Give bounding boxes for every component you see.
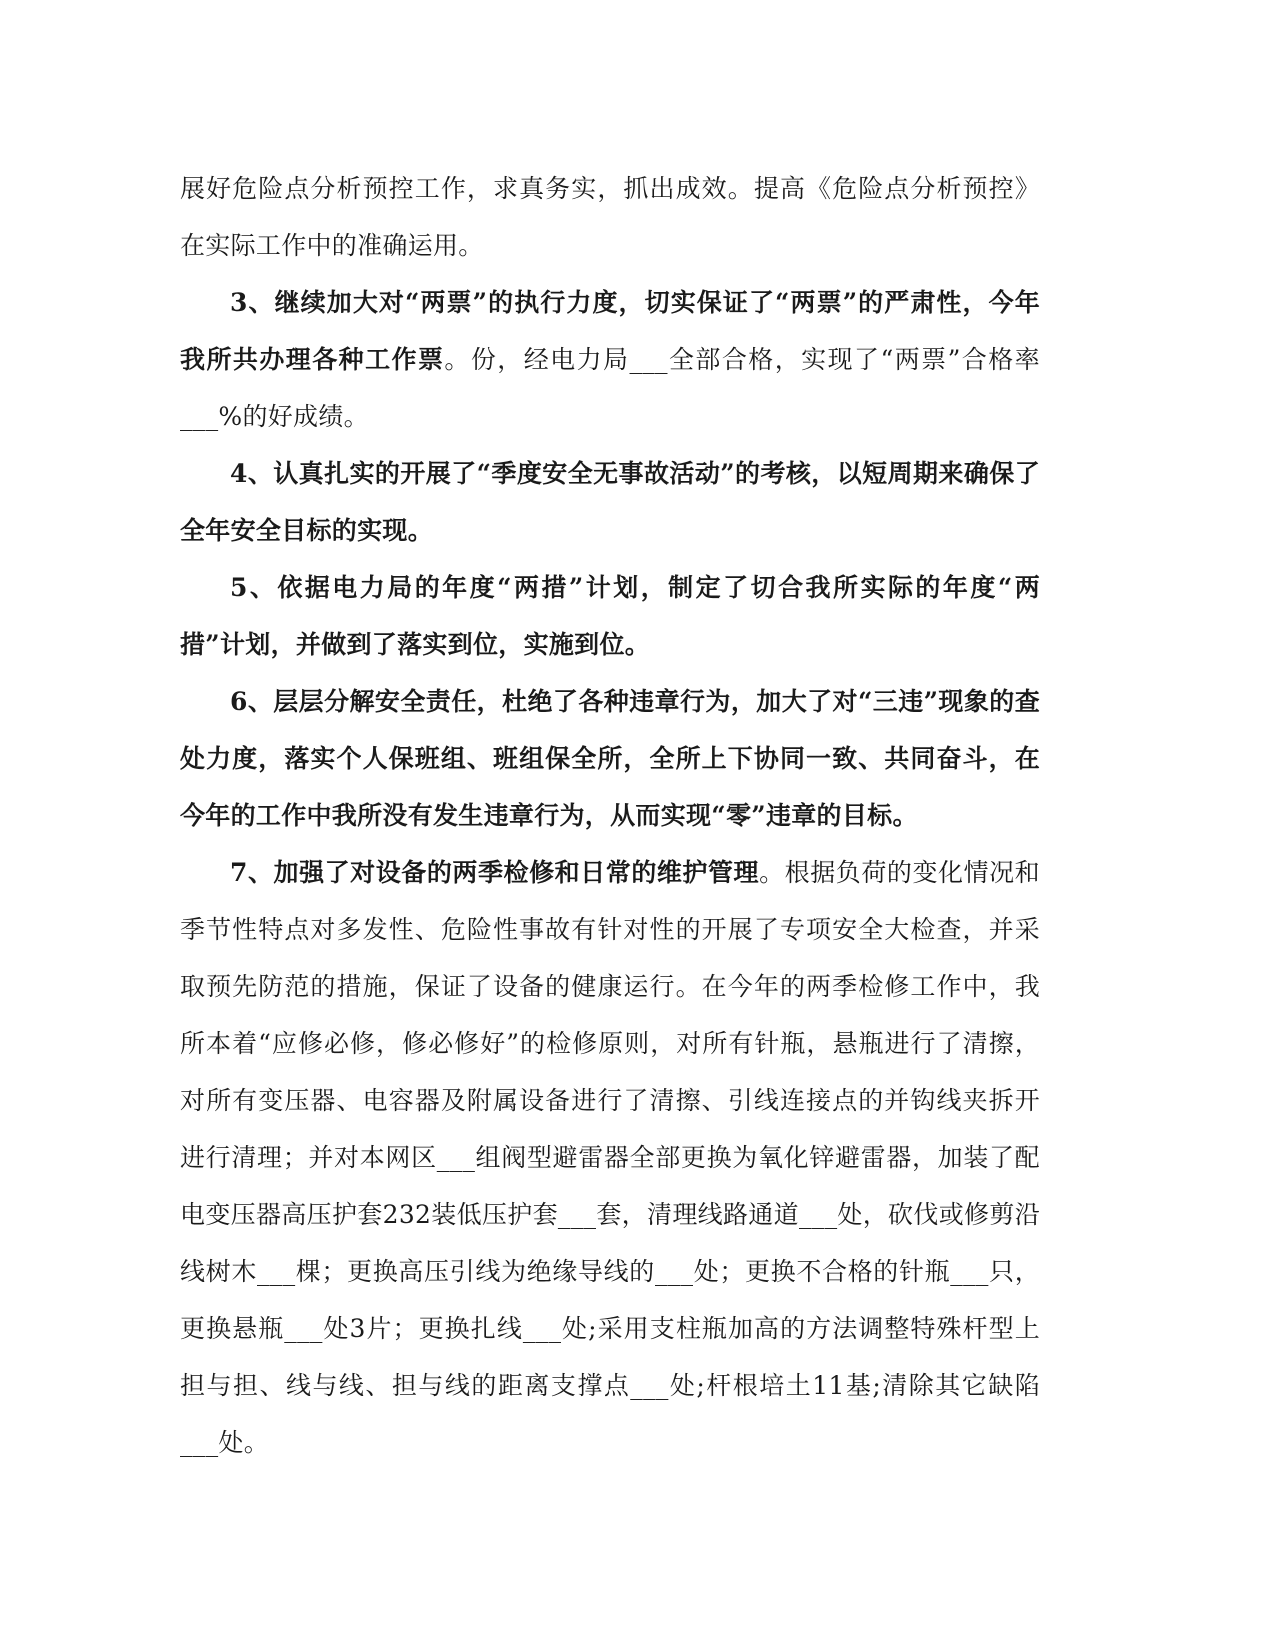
paragraph-item-5 [180, 559, 1040, 673]
paragraph-item-4 [180, 445, 1040, 559]
paragraph-item-3-bold: 3、继续加大对“两票”的执行力度，切实保证了“两票”的严肃性，今年我所共办理各种工作票 [180, 288, 1040, 374]
paragraph-item-7-text: 。根据负荷的变化情况和季节性特点对多发性、危险性事故有针对性的开展了专项安全大检查，并采取预先防范的措施，保证了设备的健康运行。在今年的两季检修工作中，我所本着“应修必修，修必修好”的检修原则，对所有针瓶，悬瓶进行了清擦，对所有变压器、电容器及附属设备进行了清擦、引线连接点的并钩线夹拆开进行清理；并对本网区___组阀型避雷器全部更换为氧化锌避雷器，加装了配电变压器高压护套232装低压护套___套，清理线路通道___处，砍伐或修剪沿线树木___棵；更换高压引线为绝缘导线的___处；更换不合格的针瓶___只，更换悬瓶___处3片；更换扎线___处;采用支柱瓶加高的方法调整特殊杆型上担与担、线与线、担与线的距离支撑点___处;杆根培土11基;清除其它缺陷___处。 [180, 858, 1040, 1457]
document-page [180, 160, 1040, 1471]
paragraph-1-text: 展好危险点分析预控工作，求真务实，抓出成效。提高《危险点分析预控》在实际工作中的准确运用。 [180, 174, 1040, 260]
paragraph-item-3-text: 。份，经电力局___全部合格，实现了“两票”合格率___%的好成绩。 [180, 345, 1040, 431]
paragraph-item-5-text: 5、依据电力局的年度“两措”计划，制定了切合我所实际的年度“两措”计划，并做到了落实到位，实施到位。 [180, 573, 1040, 659]
paragraph-item-7 [180, 844, 1040, 1471]
paragraph-item-4-text: 4、认真扎实的开展了“季度安全无事故活动”的考核，以短周期来确保了全年安全目标的实现。 [180, 459, 1040, 545]
paragraph-item-6-text: 6、层层分解安全责任，杜绝了各种违章行为，加大了对“三违”现象的查处力度，落实个人保班组、班组保全所，全所上下协同一致、共同奋斗，在今年的工作中我所没有发生违章行为，从而实现“零”违章的目标。 [180, 687, 1040, 830]
paragraph-item-7-bold: 7、加强了对设备的两季检修和日常的维护管理 [230, 858, 760, 887]
paragraph-1 [180, 160, 1040, 274]
paragraph-item-3 [180, 274, 1040, 445]
paragraph-item-6 [180, 673, 1040, 844]
